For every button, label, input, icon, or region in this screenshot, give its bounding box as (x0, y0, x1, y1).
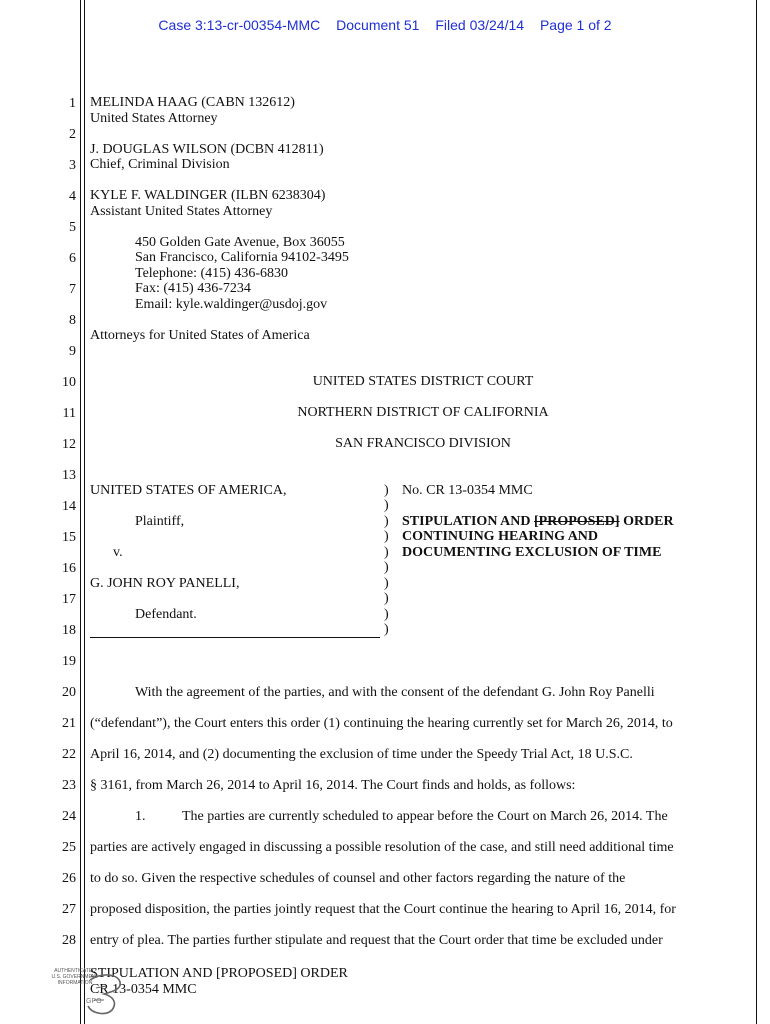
line-number: 10 (62, 375, 76, 390)
gpo-authentication-seal (30, 968, 120, 1018)
seal-text-us-government: U.S. GOVERNMENT (51, 974, 99, 980)
counsel-us-attorney-title: United States Attorney (90, 111, 218, 126)
line-number: 12 (62, 437, 76, 452)
caption-paren: ) (384, 622, 389, 637)
line-number: 4 (69, 189, 76, 204)
caption-plaintiff-name: UNITED STATES OF AMERICA, (90, 483, 287, 498)
court-name: UNITED STATES DISTRICT COURT (312, 374, 534, 389)
line-number: 20 (62, 685, 76, 700)
line-number: 11 (62, 406, 76, 421)
counsel-chief-name: J. DOUGLAS WILSON (DCBN 412811) (90, 142, 324, 157)
line-number: 9 (69, 344, 76, 359)
title-part-stipulation: STIPULATION AND (402, 514, 534, 529)
caption-document-title (402, 514, 674, 530)
body-paragraph-line: (“defendant”), the Court enters this order (1) continuing the hearing currently set for March 26, 2014, to (90, 716, 673, 731)
caption-case-number: No. CR 13-0354 MMC (402, 483, 533, 498)
line-number: 15 (62, 530, 76, 545)
caption-defendant-role: Defendant. (135, 607, 197, 622)
caption-paren: ) (384, 529, 389, 544)
caption-title-line3: DOCUMENTING EXCLUSION OF TIME (402, 545, 662, 560)
eagle-seal-icon (82, 970, 126, 1016)
ecf-header (0, 17, 770, 33)
caption-paren: ) (384, 576, 389, 591)
footer-document-title: STIPULATION AND [PROPOSED] ORDER (90, 966, 348, 981)
line-number: 18 (62, 623, 76, 638)
caption-versus: v. (113, 545, 123, 560)
line-number: 13 (62, 468, 76, 483)
line-number: 26 (62, 871, 76, 886)
body-paragraph-line: The parties are currently scheduled to appear before the Court on March 26, 2014. The (182, 809, 668, 824)
header-case-number: Case 3:13-cr-00354-MMC (158, 17, 321, 33)
line-number: 14 (62, 499, 76, 514)
gpo-label: GPO (86, 998, 102, 1005)
line-number: 5 (69, 220, 76, 235)
counsel-fax: Fax: (415) 436-7234 (135, 281, 251, 296)
body-paragraph-line: With the agreement of the parties, and with the consent of the defendant G. John Roy Panelli (135, 685, 655, 700)
court-district: NORTHERN DISTRICT OF CALIFORNIA (297, 405, 549, 420)
body-paragraph-line: parties are actively engaged in discussing a possible resolution of the case, and still need additional time (90, 840, 674, 855)
header-document-number: Document 51 (336, 17, 420, 33)
counsel-chief-title: Chief, Criminal Division (90, 157, 230, 172)
header-filed-date: Filed 03/24/14 (435, 17, 525, 33)
caption-paren: ) (384, 483, 389, 498)
caption-paren: ) (384, 498, 389, 513)
header-page-count: Page 1 of 2 (539, 17, 612, 33)
line-number: 27 (62, 902, 76, 917)
line-number: 28 (62, 933, 76, 948)
body-paragraph-line: § 3161, from March 26, 2014 to April 16, 2014. The Court finds and holds, as follows: (90, 778, 576, 793)
body-paragraph-line: to do so. Given the respective schedules of counsel and other factors regarding the nature of the (90, 871, 626, 886)
caption-paren: ) (384, 545, 389, 560)
line-number: 8 (69, 313, 76, 328)
title-part-order: ORDER (619, 514, 674, 529)
body-paragraph-line: April 16, 2014, and (2) documenting the exclusion of time under the Speedy Trial Act, 18 U.S.C. (90, 747, 633, 762)
line-number: 22 (62, 747, 76, 762)
caption-title-line2: CONTINUING HEARING AND (402, 529, 599, 544)
line-number: 3 (69, 158, 76, 173)
caption-underline (90, 637, 380, 638)
right-margin-rule (756, 0, 757, 1024)
left-margin-rule-inner (84, 0, 85, 1024)
line-number: 25 (62, 840, 76, 855)
line-number: 7 (69, 282, 76, 297)
paragraph-number: 1. (135, 809, 146, 824)
counsel-ausa-title: Assistant United States Attorney (90, 204, 273, 219)
seal-text-authenticated: AUTHENTICATED (54, 968, 96, 974)
caption-plaintiff-role: Plaintiff, (135, 514, 185, 529)
body-paragraph-line: proposed disposition, the parties jointly request that the Court continue the hearing to April 16, 2014, for (90, 902, 676, 917)
counsel-address-line1: 450 Golden Gate Avenue, Box 36055 (135, 235, 345, 250)
counsel-us-attorney-name: MELINDA HAAG (CABN 132612) (90, 95, 295, 110)
line-number: 1 (69, 96, 76, 111)
line-number: 19 (62, 654, 76, 669)
footer-case-number: CR 13-0354 MMC (90, 982, 197, 997)
line-number: 2 (69, 127, 76, 142)
caption-defendant-name: G. JOHN ROY PANELLI, (90, 576, 240, 591)
line-number: 16 (62, 561, 76, 576)
line-number: 24 (62, 809, 76, 824)
seal-text-information: INFORMATION (57, 980, 93, 986)
caption-paren: ) (384, 591, 389, 606)
caption-paren: ) (384, 607, 389, 622)
title-struck-proposed: [PROPOSED] (534, 514, 620, 529)
line-number: 23 (62, 778, 76, 793)
counsel-telephone: Telephone: (415) 436-6830 (135, 266, 288, 281)
caption-paren: ) (384, 514, 389, 529)
line-number: 6 (69, 251, 76, 266)
left-margin-rule-outer (80, 0, 81, 1024)
body-paragraph-line: entry of plea. The parties further stipulate and request that the Court order that time be excluded under (90, 933, 663, 948)
court-division: SAN FRANCISCO DIVISION (335, 436, 511, 451)
caption-paren: ) (384, 560, 389, 575)
counsel-email: Email: kyle.waldinger@usdoj.gov (135, 297, 328, 312)
line-number: 17 (62, 592, 76, 607)
counsel-ausa-name: KYLE F. WALDINGER (ILBN 6238304) (90, 188, 326, 203)
counsel-attorneys-for: Attorneys for United States of America (90, 328, 310, 343)
line-number: 21 (62, 716, 76, 731)
counsel-address-line2: San Francisco, California 94102-3495 (135, 250, 349, 265)
